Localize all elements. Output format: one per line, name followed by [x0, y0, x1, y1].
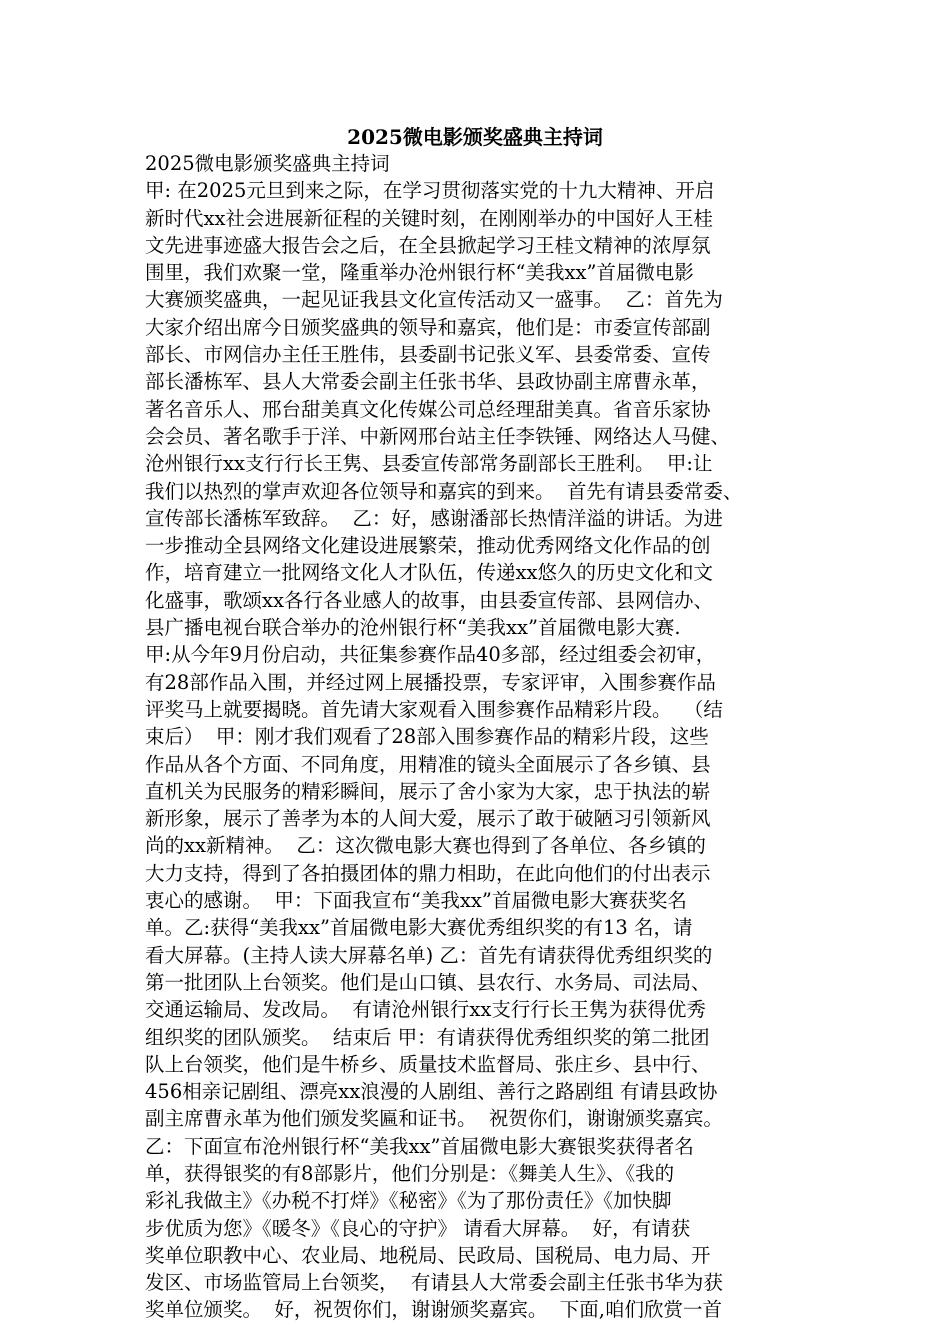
body-text-line: 单，获得银奖的有8部影片，他们分别是：《舞美人生》、《我的: [145, 1161, 675, 1185]
body-text-line: 456相亲记剧组、漂亮xx浪漫的人剧组、善行之路剧组 有请县政协: [145, 1080, 718, 1104]
body-text-line: 奖单位职教中心、农业局、地税局、民政局、国税局、电力局、开: [145, 1243, 711, 1267]
body-text-line: 奖单位颁奖。 好，祝贺你们，谢谢颁奖嘉宾。 下面,咱们欣赏一首: [145, 1298, 722, 1322]
body-text-line: 我们以热烈的掌声欢迎各位领导和嘉宾的到来。 首先有请县委常委、: [145, 479, 743, 503]
body-text-line: 文先进事迹盛大报告会之后，在全县掀起学习王桂文精神的浓厚氛: [145, 233, 711, 257]
body-text-line: 单。乙:获得“美我xx”首届微电影大赛优秀组织奖的有13 名，请: [145, 916, 693, 940]
body-text-line: 新时代xx社会进展新征程的关键时刻，在刚刚举办的中国好人王桂: [145, 206, 713, 230]
body-text-line: 组织奖的团队颁奖。 结束后 甲：有请获得优秀组织奖的第二批团: [145, 1025, 710, 1049]
body-text-line: 发区、市场监管局上台领奖， 有请县人大常委会副主任张书华为获: [145, 1271, 723, 1295]
body-text-line: 束后） 甲：刚才我们观看了28部入围参赛作品的精彩片段，这些: [145, 725, 709, 749]
body-text-line: 县广播电视台联合举办的沧州银行杯“美我xx”首届微电影大赛.: [145, 616, 681, 640]
body-text-line: 大赛颁奖盛典，一起见证我县文化宣传活动又一盛事。 乙：首先为: [145, 288, 723, 312]
body-text-line: 衷心的感谢。 甲：下面我宣布“美我xx”首届微电影大赛获奖名: [145, 889, 687, 913]
body-text-line: 沧州银行xx支行行长王隽、县委宣传部常务副部长王胜利。 甲:让: [145, 452, 713, 476]
body-text-line: 评奖马上就要揭晓。首先请大家观看入围参赛作品精彩片段。 （结: [145, 697, 723, 721]
body-text-line: 步优质为您》《暖冬》《良心的守护》 请看大屏幕。 好，有请获: [145, 1216, 691, 1240]
body-text-line: 部长潘栋军、县人大常委会副主任张书华、县政协副主席曹永革，: [145, 370, 711, 394]
body-text-line: 化盛事，歌颂xx各行各业感人的故事，由县委宣传部、县网信办、: [145, 588, 713, 612]
body-text-line: 一步推动全县网络文化建设进展繁荣，推动优秀网络文化作品的创: [145, 534, 711, 558]
body-text-line: 作品从各个方面、不同角度，用精准的镜头全面展示了各乡镇、县: [145, 752, 711, 776]
body-text-line: 甲: 在2025元旦到来之际，在学习贯彻落实党的十九大精神、开启: [145, 179, 715, 203]
body-text-line: 宣传部长潘栋军致辞。 乙：好，感谢潘部长热情洋溢的讲话。为进: [145, 506, 723, 530]
body-text-line: 大力支持，得到了各拍摄团体的鼎力相助，在此向他们的付出表示: [145, 861, 711, 885]
body-text-line: 尚的xx新精神。 乙：这次微电影大赛也得到了各单位、各乡镇的: [145, 834, 706, 858]
body-text-line: 直机关为民服务的精彩瞬间，展示了舍小家为大家，忠于执法的崭: [145, 779, 711, 803]
body-text-line: 副主席曹永革为他们颁发奖匾和证书。 祝贺你们，谢谢颁奖嘉宾。: [145, 1107, 723, 1131]
body-text-line: 看大屏幕。(主持人读大屏幕名单) 乙：首先有请获得优秀组织奖的: [145, 943, 713, 967]
document-title: 2025微电影颁奖盛典主持词: [347, 125, 603, 149]
body-text-line: 甲:从今年9月份启动，共征集参赛作品40多部，经过组委会初审，: [145, 643, 716, 667]
body-text-line: 会会员、著名歌手于洋、中新网邢台站主任李铁锤、网络达人马健、: [145, 424, 731, 448]
body-text-line: 彩礼我做主》《办税不打烊》《秘密》《为了那份责任》《加快脚: [145, 1189, 672, 1213]
body-text-line: 有28部作品入围，并经过网上展播投票，专家评审，入围参赛作品: [145, 670, 716, 694]
body-text-line: 队上台领奖，他们是牛桥乡、质量技术监督局、张庄乡、县中行、: [145, 1052, 711, 1076]
body-text-line: 交通运输局、发改局。 有请沧州银行xx支行行长王隽为获得优秀: [145, 998, 706, 1022]
body-text-line: 作，培育建立一批网络文化人才队伍，传递xx悠久的历史文化和文: [145, 561, 713, 585]
body-text-line: 新形象，展示了善孝为本的人间大爱，展示了敢于破陋习引领新风: [145, 807, 711, 831]
body-text-line: 2025微电影颁奖盛典主持词: [145, 152, 390, 175]
document-body: [145, 150, 815, 1324]
body-text-line: 围里，我们欢聚一堂，隆重举办沧州银行杯“美我xx”首届微电影: [145, 261, 694, 285]
body-text-line: 著名音乐人、邢台甜美真文化传媒公司总经理甜美真。省音乐家协: [145, 397, 711, 421]
body-text-line: 第一批团队上台领奖。他们是山口镇、县农行、水务局、司法局、: [145, 970, 711, 994]
body-text-line: 乙：下面宣布沧州银行杯“美我xx”首届微电影大赛银奖获得者名: [145, 1134, 694, 1158]
body-text-line: 大家介绍出席今日颁奖盛典的领导和嘉宾，他们是：市委宣传部副: [145, 315, 711, 339]
body-text-line: 部长、市网信办主任王胜伟，县委副书记张义军、县委常委、宣传: [145, 343, 711, 367]
